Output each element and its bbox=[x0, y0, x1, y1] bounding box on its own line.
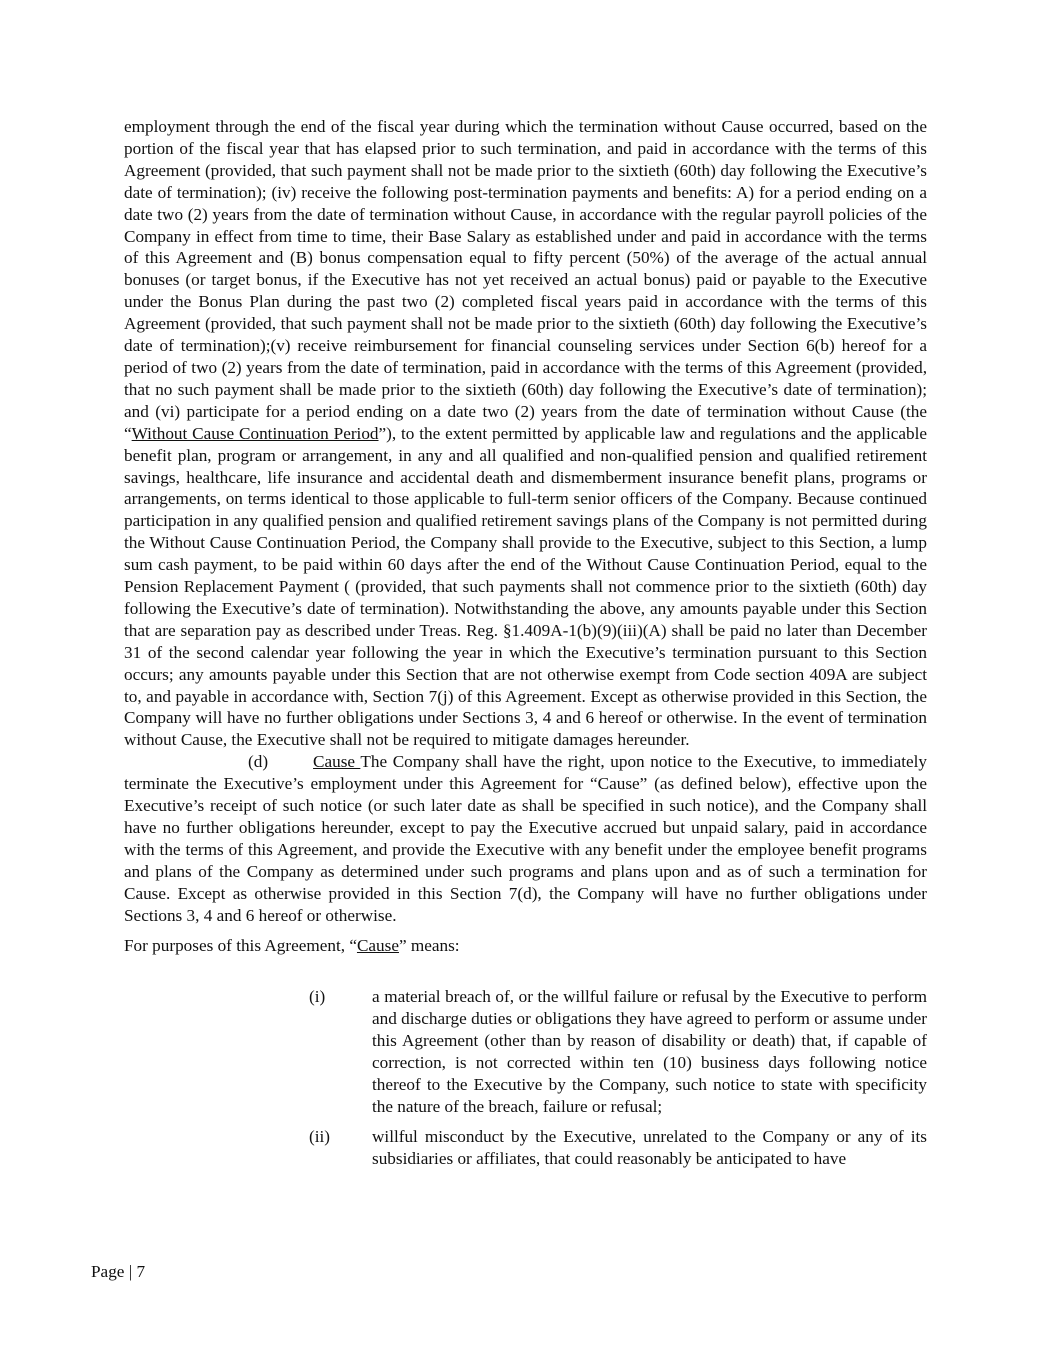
defined-term-cause: Cause bbox=[356, 935, 399, 955]
list-item-text: a material breach of, or the willful failure or refusal by the Executive to perform and discharge duties or obligations they have agreed to perform or assume under this Agreement (other than by reason of disability or death) that, if capable of correction, is not corrected within ten (10) business days following notice thereof to the Executive by the Company, such notice to state with specificity the nature of the breach, failure or refusal; bbox=[372, 987, 927, 1116]
list-item-number: (ii) bbox=[309, 1126, 330, 1146]
defined-term-without-cause-continuation-period: Without Cause Continuation Period bbox=[131, 423, 379, 443]
page-number-footer: Page | 7 bbox=[91, 1262, 146, 1281]
paragraph-section-c bbox=[124, 116, 927, 751]
section-d-text: The Company shall have the right, upon notice to the Executive, to immediately terminate the Executive’s employment under this Agreement for “Cause” (as defined below), effective upon the Executive’s receipt of such notice (or such later date as shall be specified in such notice), and the Company shall have no further obligations hereunder, except to pay the Executive accrued but unpaid salary, paid in accordance with the terms of this Agreement, and provide the Executive with any benefit under the employee benefit programs and plans of the Company as determined under such programs and plans upon and as of such a termination for Cause. Except as otherwise provided in this Section 7(d), the Company will have no further obligations under Sections 3, 4 and 6 hereof or otherwise. bbox=[124, 752, 927, 925]
list-item bbox=[309, 1126, 927, 1170]
section-c-text-part2: ”), to the extent permitted by applicable law and regulations and the applicable benefit plan, program or arrangement, in any and all qualified and non-qualified pension and qualified retirement savings, healthcare, life insurance and accidental death and dismemberment insurance benefit plans, programs or arrangements, on terms identical to those applicable to full-term senior officers of the Company. Because continued participation in any qualified pension and qualified retirement savings plans of the Company is not permitted during the Without Cause Continuation Period, the Company shall provide to the Executive, subject to this Section, a lump sum cash payment, to be paid within 60 days after the end of the Without Cause Continuation Period, equal to the Pension Replacement Payment ( (provided, that such payments shall not commence prior to the sixtieth (60th) day following the Executive’s date of termination). Notwithstanding the above, any amounts payable under this Section that are separation pay as described under Treas. Reg. §1.409A-1(b)(9)(iii)(A) shall be paid no later than December 31 of the second calendar year following the year in which the Executive’s termination pursuant to this Section occurs; any amounts payable under this Section that are not otherwise exempt from Code section 409A are subject to, and payable in accordance with, Section 7(j) of this Agreement. Except as otherwise provided in this Section, the Company will have no further obligations under Sections 3, 4 and 6 hereof or otherwise. In the event of termination without Cause, the Executive shall not be required to mitigate damages hereunder. bbox=[124, 423, 927, 750]
cause-list bbox=[309, 986, 927, 1169]
document-page bbox=[124, 116, 927, 1178]
definition-suffix: ” means: bbox=[398, 935, 460, 955]
list-item-text: willful misconduct by the Executive, unrelated to the Company or any of its subsidiaries or affiliates, that could reasonably be anticipated to have bbox=[372, 1126, 927, 1168]
section-d-label: (d) bbox=[248, 752, 269, 772]
definition-prefix: For purposes of this Agreement, “ bbox=[124, 935, 357, 955]
section-c-text-part1: employment through the end of the fiscal year during which the termination without Cause occurred, based on the portion of the fiscal year that has elapsed prior to such termination, and paid in accordance with the terms of this Agreement (provided, that such payment shall not be made prior to the sixtieth (60th) day following the Executive’s date of termination); (iv) receive the following post-termination payments and benefits: A) for a period ending on a date two (2) years from the date of termination without Cause, in accordance with the regular payroll policies of the Company in effect from time to time, their Base Salary as established under and paid in accordance with the terms of this Agreement and (B) bonus compensation equal to fifty percent (50%) of the average of the actual annual bonuses (or target bonus, if the Executive has not yet received an actual bonus) paid or payable to the Executive under the Bonus Plan during the past two (2) completed fiscal years paid in accordance with the terms of this Agreement (provided, that such payment shall not be made prior to the sixtieth (60th) day following the Executive’s date of termination);(v) receive reimbursement for financial counseling services under Section 6(b) hereof for a period of two (2) years from the date of termination, paid in accordance with the terms of this Agreement (provided, that no such payment shall be made prior to the sixtieth (60th) day following the Executive’s date of termination); and (vi) participate for a period ending on a date two (2) years from the date of termination without Cause (the “ bbox=[124, 117, 927, 443]
list-item bbox=[309, 986, 927, 1117]
paragraph-cause-definition bbox=[124, 935, 927, 957]
section-d-heading: Cause bbox=[313, 752, 361, 772]
paragraph-section-d bbox=[124, 751, 927, 926]
list-item-number: (i) bbox=[309, 987, 326, 1007]
